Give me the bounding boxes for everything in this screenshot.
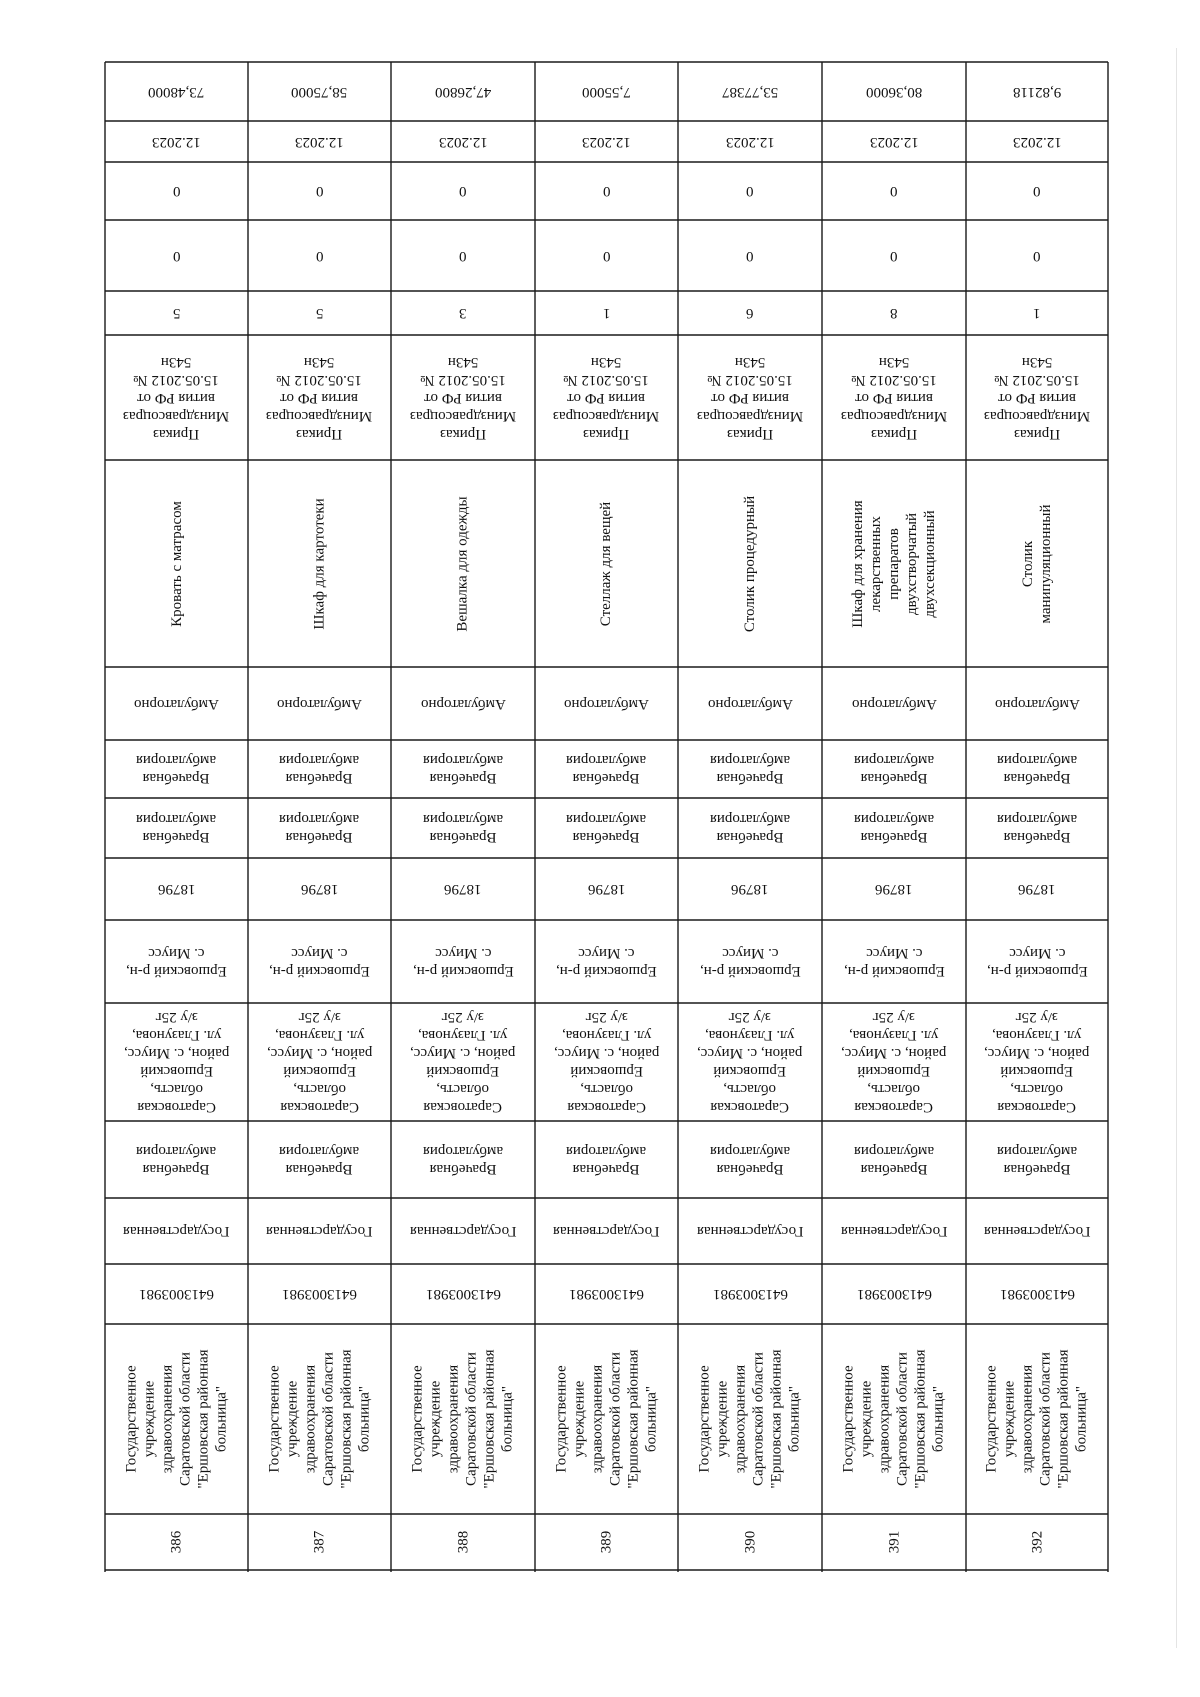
cell-text-unit: Врачебная амбулатория — [566, 1142, 647, 1177]
cell-text-subdept: Врачебная амбулатория — [996, 752, 1078, 786]
cell-district — [535, 920, 678, 1003]
cell-text-unit: Врачебная амбулатория — [853, 1142, 935, 1177]
cell-text-inn: 6413003981 — [999, 1286, 1075, 1302]
cell-text-address: Саратовская область, Ершовский район, с. Миусс, ул. Глазунова, з/у 25г — [697, 1009, 803, 1115]
cell-text-code: 18796 — [587, 881, 626, 897]
cell-text-mode: Амбулаторно — [277, 695, 362, 712]
cell-item — [678, 460, 822, 667]
cell-item — [535, 460, 678, 667]
cell-text-num: 387 — [311, 1530, 328, 1554]
cell-inn — [966, 1264, 1108, 1324]
cell-text-inn: 6413003981 — [282, 1286, 357, 1302]
cell-sum — [966, 62, 1108, 121]
cell-basis — [966, 335, 1108, 460]
cell-text-dept: Врачебная амбулатория — [136, 811, 217, 845]
cell-text-c1: 0 — [459, 247, 467, 264]
cell-text-basis: Приказ Минздравсоцраз вития РФ от 15.05.2012 № 543н — [409, 353, 517, 442]
cell-basis — [535, 335, 678, 460]
cell-c1 — [105, 220, 248, 291]
cell-c1 — [248, 220, 391, 291]
cell-text-qty: 1 — [1033, 305, 1041, 321]
cell-text-c2: 0 — [602, 183, 611, 199]
cell-district — [105, 920, 248, 1003]
cell-unit — [391, 1121, 535, 1198]
cell-basis — [105, 335, 248, 460]
cell-qty — [248, 291, 391, 335]
cell-text-item: Столик процедурный — [741, 495, 758, 632]
cell-num — [535, 1514, 678, 1570]
cell-ownership — [822, 1198, 966, 1264]
cell-sum — [678, 62, 822, 121]
cell-qty — [105, 291, 248, 335]
cell-item — [248, 460, 391, 667]
cell-text-dept: Врачебная амбулатория — [996, 811, 1078, 845]
cell-text-unit: Врачебная амбулатория — [996, 1142, 1078, 1177]
cell-inn — [391, 1264, 535, 1324]
cell-text-sum: 47,26800 — [434, 83, 492, 100]
cell-dept — [678, 798, 822, 858]
cell-text-inn: 6413003981 — [139, 1286, 214, 1302]
cell-text-item: Стеллаж для вещей — [598, 501, 615, 626]
cell-c2 — [248, 162, 391, 220]
cell-text-code: 18796 — [157, 881, 196, 897]
cell-date — [966, 121, 1108, 162]
cell-code — [822, 858, 966, 920]
cell-text-org: Государственное учреждение здравоохранения Саратовской области "Ершовская районная больница" — [553, 1349, 660, 1489]
cell-c1 — [535, 220, 678, 291]
cell-text-address: Саратовская область, Ершовский район, с. Миусс, ул. Глазунова, з/у 25г — [410, 1009, 516, 1115]
cell-date — [822, 121, 966, 162]
cell-text-org: Государственное учреждение здравоохранения Саратовской области "Ершовская районная больница" — [841, 1349, 947, 1489]
cell-text-num: 392 — [1029, 1530, 1045, 1554]
cell-c1 — [678, 220, 822, 291]
cell-basis — [822, 335, 966, 460]
cell-text-c1: 0 — [746, 247, 754, 264]
cell-text-code: 18796 — [444, 881, 482, 897]
cell-subdept — [391, 740, 535, 798]
cell-text-date: 12.2023 — [869, 133, 919, 150]
cell-text-qty: 3 — [459, 305, 467, 321]
cell-num — [105, 1514, 248, 1570]
cell-text-date: 12.2023 — [152, 133, 201, 150]
cell-date — [535, 121, 678, 162]
cell-text-sum: 9,82118 — [1012, 83, 1062, 100]
cell-text-qty: 1 — [602, 305, 611, 321]
cell-text-subdept: Врачебная амбулатория — [422, 752, 504, 786]
cell-ownership — [535, 1198, 678, 1264]
cell-code — [105, 858, 248, 920]
cell-text-c1: 0 — [172, 247, 181, 264]
cell-text-district: Ершовский р-н, с. Миусс — [699, 944, 801, 979]
cell-mode — [535, 667, 678, 740]
cell-text-district: Ершовский р-н, с. Миусс — [556, 944, 657, 979]
cell-text-code: 18796 — [300, 881, 339, 897]
cell-text-sum: 58,75000 — [291, 83, 348, 100]
cell-basis — [678, 335, 822, 460]
cell-text-basis: Приказ Минздравсоцраз вития РФ от 15.05.2012 № 543н — [696, 353, 804, 442]
cell-text-item: Вешалка для одежды — [455, 495, 471, 632]
cell-text-dept: Врачебная амбулатория — [709, 811, 791, 845]
cell-code — [966, 858, 1108, 920]
cell-text-item: Шкаф для картотеки — [311, 497, 328, 630]
cell-ownership — [391, 1198, 535, 1264]
cell-mode — [105, 667, 248, 740]
cell-sum — [248, 62, 391, 121]
cell-district — [391, 920, 535, 1003]
cell-address — [248, 1003, 391, 1121]
cell-text-ownership: Государственная — [553, 1223, 660, 1239]
cell-inn — [678, 1264, 822, 1324]
cell-dept — [248, 798, 391, 858]
cell-ownership — [105, 1198, 248, 1264]
cell-text-date: 12.2023 — [582, 133, 631, 150]
cell-address — [822, 1003, 966, 1121]
cell-unit — [822, 1121, 966, 1198]
cell-c2 — [535, 162, 678, 220]
cell-item — [822, 460, 966, 667]
cell-text-c2: 0 — [315, 183, 324, 199]
cell-subdept — [248, 740, 391, 798]
cell-ownership — [678, 1198, 822, 1264]
cell-num — [966, 1514, 1108, 1570]
cell-inn — [105, 1264, 248, 1324]
cell-text-num: 390 — [742, 1530, 758, 1554]
cell-text-num: 389 — [598, 1530, 615, 1554]
cell-text-district: Ершовский р-н, с. Миусс — [269, 944, 370, 979]
cell-c2 — [678, 162, 822, 220]
cell-text-qty: 5 — [172, 305, 181, 321]
cell-subdept — [105, 740, 248, 798]
cell-text-sum: 7,55000 — [582, 83, 631, 100]
cell-text-code: 18796 — [1018, 881, 1056, 897]
cell-address — [678, 1003, 822, 1121]
cell-c2 — [105, 162, 248, 220]
cell-ownership — [248, 1198, 391, 1264]
cell-dept — [391, 798, 535, 858]
cell-text-address: Саратовская область, Ершовский район, с. Миусс, ул. Глазунова, з/у 25г — [266, 1009, 373, 1115]
cell-sum — [822, 62, 966, 121]
cell-inn — [822, 1264, 966, 1324]
cell-district — [678, 920, 822, 1003]
cell-mode — [966, 667, 1108, 740]
cell-code — [391, 858, 535, 920]
cell-qty — [966, 291, 1108, 335]
cell-sum — [391, 62, 535, 121]
cell-org — [105, 1324, 248, 1514]
cell-item — [391, 460, 535, 667]
cell-text-mode: Амбулаторно — [994, 695, 1080, 712]
cell-text-c1: 0 — [890, 247, 898, 264]
cell-text-mode: Амбулаторно — [851, 695, 937, 712]
cell-text-district: Ершовский р-н, с. Миусс — [126, 944, 227, 979]
cell-text-basis: Приказ Минздравсоцраз вития РФ от 15.05.2012 № 543н — [840, 353, 948, 442]
cell-c1 — [822, 220, 966, 291]
cell-text-item: Столик манипуляционный — [1020, 503, 1054, 624]
cell-unit — [248, 1121, 391, 1198]
cell-text-address: Саратовская область, Ершовский район, с. Миусс, ул. Глазунова, з/у 25г — [841, 1009, 947, 1115]
cell-unit — [535, 1121, 678, 1198]
cell-text-mode: Амбулаторно — [707, 695, 793, 712]
cell-mode — [678, 667, 822, 740]
cell-text-address: Саратовская область, Ершовский район, с. Миусс, ул. Глазунова, з/у 25г — [553, 1009, 660, 1115]
cell-subdept — [966, 740, 1108, 798]
cell-text-qty: 6 — [746, 305, 754, 321]
cell-text-date: 12.2023 — [295, 133, 344, 150]
cell-text-num: 388 — [455, 1530, 471, 1554]
cell-qty — [535, 291, 678, 335]
cell-mode — [822, 667, 966, 740]
cell-code — [535, 858, 678, 920]
cell-text-sum: 73,48000 — [148, 83, 205, 100]
cell-num — [248, 1514, 391, 1570]
cell-address — [535, 1003, 678, 1121]
cell-dept — [966, 798, 1108, 858]
cell-text-date: 12.2023 — [1012, 133, 1062, 150]
cell-district — [248, 920, 391, 1003]
cell-org — [391, 1324, 535, 1514]
cell-text-date: 12.2023 — [438, 133, 488, 150]
cell-text-subdept: Врачебная амбулатория — [136, 752, 217, 786]
cell-text-inn: 6413003981 — [712, 1286, 788, 1302]
cell-text-sum: 80,36000 — [865, 83, 923, 100]
cell-text-c2: 0 — [1033, 183, 1041, 199]
cell-text-num: 391 — [886, 1530, 902, 1554]
cell-date — [678, 121, 822, 162]
cell-text-ownership: Государственная — [983, 1223, 1091, 1239]
cell-address — [391, 1003, 535, 1121]
cell-text-c2: 0 — [459, 183, 467, 199]
cell-item — [966, 460, 1108, 667]
cell-subdept — [678, 740, 822, 798]
cell-text-ownership: Государственная — [409, 1223, 517, 1239]
cell-date — [105, 121, 248, 162]
cell-text-dept: Врачебная амбулатория — [853, 811, 935, 845]
cell-subdept — [535, 740, 678, 798]
cell-text-c2: 0 — [746, 183, 754, 199]
cell-text-ownership: Государственная — [123, 1223, 230, 1239]
cell-text-subdept: Врачебная амбулатория — [566, 752, 647, 786]
cell-text-address: Саратовская область, Ершовский район, с. Миусс, ул. Глазунова, з/у 25г — [123, 1009, 230, 1115]
cell-text-code: 18796 — [731, 881, 769, 897]
cell-text-org: Государственное учреждение здравоохранения Саратовской области "Ершовская районная больница" — [984, 1349, 1090, 1489]
cell-text-dept: Врачебная амбулатория — [279, 811, 360, 845]
page-edge-mark — [1176, 48, 1183, 1648]
cell-num — [678, 1514, 822, 1570]
cell-text-date: 12.2023 — [725, 133, 775, 150]
cell-c1 — [391, 220, 535, 291]
cell-org — [535, 1324, 678, 1514]
cell-text-address: Саратовская область, Ершовский район, с. Миусс, ул. Глазунова, з/у 25г — [984, 1009, 1090, 1115]
cell-code — [248, 858, 391, 920]
cell-address — [966, 1003, 1108, 1121]
cell-text-org: Государственное учреждение здравоохранения Саратовской области "Ершовская районная больница" — [266, 1349, 373, 1489]
cell-text-org: Государственное учреждение здравоохранения Саратовской области "Ершовская районная больница" — [410, 1349, 516, 1489]
cell-mode — [391, 667, 535, 740]
cell-num — [822, 1514, 966, 1570]
cell-org — [248, 1324, 391, 1514]
cell-text-basis: Приказ Минздравсоцраз вития РФ от 15.05.2012 № 543н — [123, 353, 230, 442]
cell-text-mode: Амбулаторно — [420, 695, 506, 712]
cell-text-district: Ершовский р-н, с. Миусс — [986, 944, 1088, 979]
cell-date — [248, 121, 391, 162]
cell-text-inn: 6413003981 — [569, 1286, 644, 1302]
cell-sum — [535, 62, 678, 121]
cell-text-num: 386 — [168, 1530, 185, 1554]
cell-district — [822, 920, 966, 1003]
cell-inn — [535, 1264, 678, 1324]
cell-qty — [678, 291, 822, 335]
cell-code — [678, 858, 822, 920]
cell-text-qty: 8 — [890, 305, 898, 321]
cell-text-qty: 5 — [315, 305, 324, 321]
cell-org — [822, 1324, 966, 1514]
cell-text-unit: Врачебная амбулатория — [422, 1142, 504, 1177]
cell-text-org: Государственное учреждение здравоохранения Саратовской области "Ершовская районная больница" — [123, 1349, 230, 1489]
cell-c2 — [822, 162, 966, 220]
cell-item — [105, 460, 248, 667]
cell-sum — [105, 62, 248, 121]
cell-dept — [535, 798, 678, 858]
cell-text-dept: Врачебная амбулатория — [566, 811, 647, 845]
cell-text-org: Государственное учреждение здравоохранения Саратовской области "Ершовская районная больница" — [697, 1349, 803, 1489]
cell-text-inn: 6413003981 — [856, 1286, 932, 1302]
cell-text-mode: Амбулаторно — [564, 695, 649, 712]
cell-text-district: Ершовский р-н, с. Миусс — [412, 944, 514, 979]
cell-text-unit: Врачебная амбулатория — [709, 1142, 791, 1177]
cell-text-dept: Врачебная амбулатория — [422, 811, 504, 845]
cell-text-code: 18796 — [875, 881, 913, 897]
cell-text-basis: Приказ Минздравсоцраз вития РФ от 15.05.2012 № 543н — [983, 353, 1091, 442]
cell-text-ownership: Государственная — [840, 1223, 948, 1239]
cell-district — [966, 920, 1108, 1003]
cell-text-ownership: Государственная — [266, 1223, 373, 1239]
cell-text-c2: 0 — [172, 183, 181, 199]
cell-org — [966, 1324, 1108, 1514]
cell-dept — [105, 798, 248, 858]
cell-text-district: Ершовский р-н, с. Миусс — [843, 944, 945, 979]
cell-text-unit: Врачебная амбулатория — [279, 1142, 360, 1177]
cell-c1 — [966, 220, 1108, 291]
cell-text-basis: Приказ Минздравсоцраз вития РФ от 15.05.2012 № 543н — [553, 353, 660, 442]
cell-text-c1: 0 — [1033, 247, 1041, 264]
cell-text-subdept: Врачебная амбулатория — [853, 752, 935, 786]
cell-c2 — [966, 162, 1108, 220]
cell-text-sum: 53,77387 — [721, 83, 779, 100]
cell-text-item: Шкаф для хранения лекарственных препаратов двухстворчатый двухсекционный — [850, 499, 938, 628]
cell-date — [391, 121, 535, 162]
cell-mode — [248, 667, 391, 740]
cell-text-c1: 0 — [315, 247, 324, 264]
cell-subdept — [822, 740, 966, 798]
cell-basis — [391, 335, 535, 460]
cell-text-basis: Приказ Минздравсоцраз вития РФ от 15.05.2012 № 543н — [266, 353, 373, 442]
cell-org — [678, 1324, 822, 1514]
cell-unit — [678, 1121, 822, 1198]
cell-text-c2: 0 — [890, 183, 898, 199]
cell-text-subdept: Врачебная амбулатория — [709, 752, 791, 786]
cell-ownership — [966, 1198, 1108, 1264]
cell-text-item: Кровать с матрасом — [168, 500, 185, 627]
cell-text-c1: 0 — [602, 247, 611, 264]
cell-c2 — [391, 162, 535, 220]
cell-unit — [105, 1121, 248, 1198]
cell-unit — [966, 1121, 1108, 1198]
cell-num — [391, 1514, 535, 1570]
cell-text-subdept: Врачебная амбулатория — [279, 752, 360, 786]
cell-text-ownership: Государственная — [696, 1223, 804, 1239]
cell-qty — [391, 291, 535, 335]
cell-basis — [248, 335, 391, 460]
cell-text-unit: Врачебная амбулатория — [136, 1142, 217, 1177]
cell-inn — [248, 1264, 391, 1324]
cell-qty — [822, 291, 966, 335]
cell-dept — [822, 798, 966, 858]
cell-text-inn: 6413003981 — [425, 1286, 501, 1302]
cell-text-mode: Амбулаторно — [134, 695, 219, 712]
cell-address — [105, 1003, 248, 1121]
